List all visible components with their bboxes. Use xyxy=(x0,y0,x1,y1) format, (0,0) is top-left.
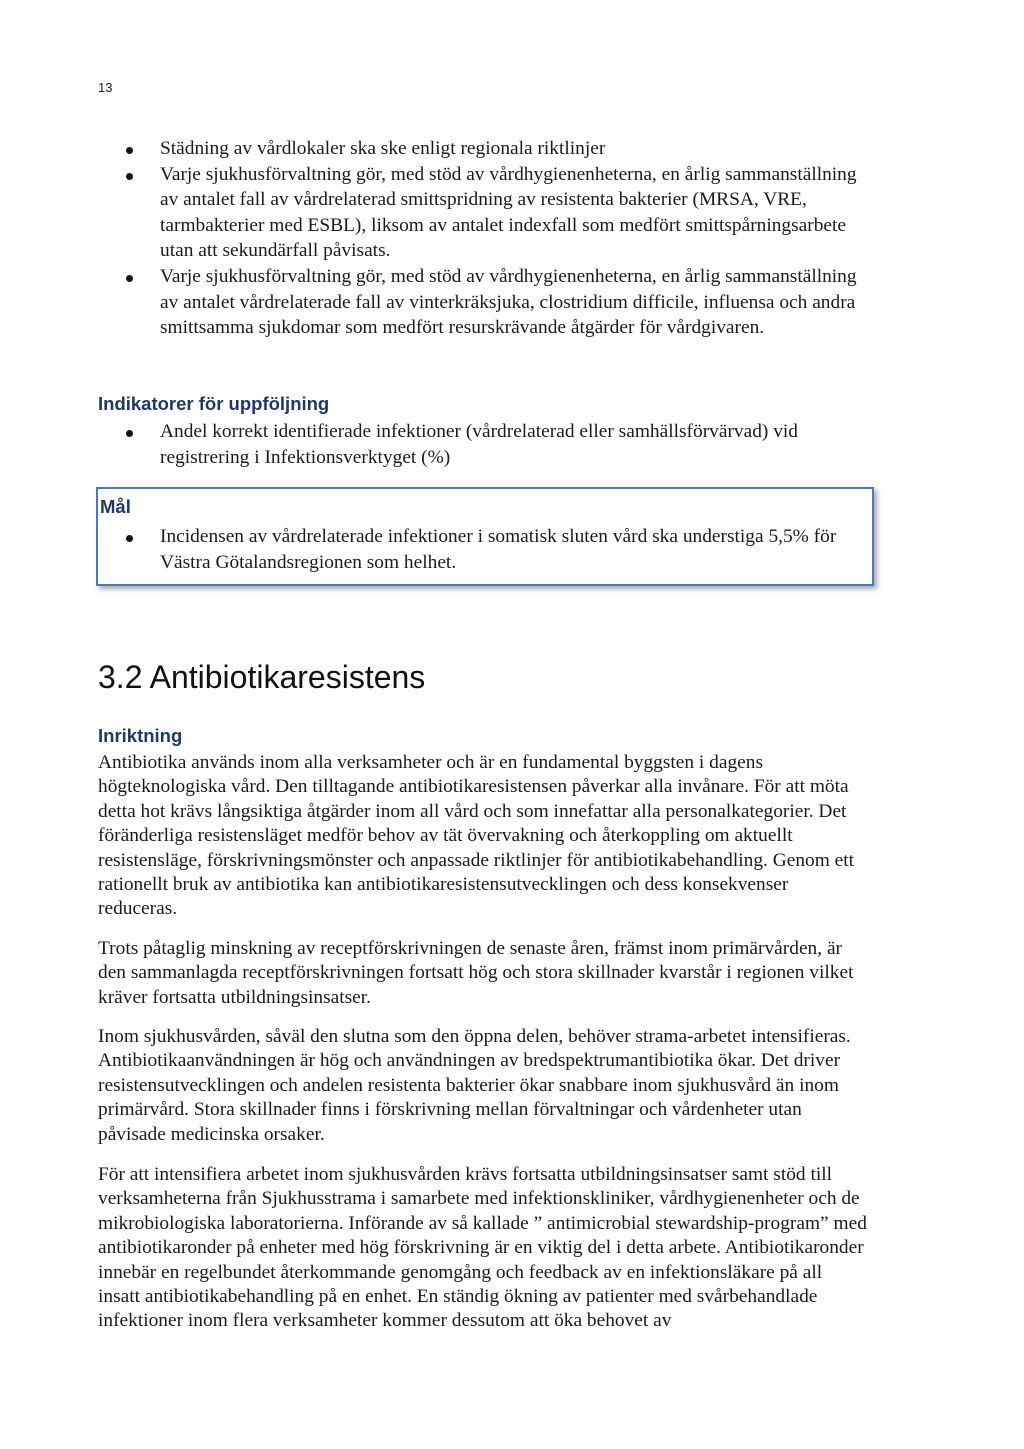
list-item xyxy=(98,419,868,470)
paragraph: Trots påtaglig minskning av receptförskrivningen de senaste åren, främst inom primärvården, är den sammanlagda receptförskrivningen fortsatt hög och stora skillnader kvarstår i regionen vilket kräver fortsatta utbildningsinsatser. xyxy=(98,938,854,1008)
paragraph: Inom sjukhusvården, såväl den slutna som den öppna delen, behöver strama-arbetet intensifieras. Antibiotikaanvändningen är hög och användningen av bredspektrumantibiotika ökar. Det driver resistensutvecklingen och andelen resistenta bakterier ökar snabbare inom sjukhusvård än inom primärvård. Stora skillnader finns i förskrivning mellan förvaltningar och vårdenheter utan påvisade medicinska orsaker. xyxy=(98,1026,851,1145)
intro-bullet-list xyxy=(98,136,868,341)
bullet-icon xyxy=(126,535,133,542)
goal-heading: Mål xyxy=(100,496,131,517)
list-item xyxy=(98,264,868,341)
bullet-icon xyxy=(126,430,133,437)
indicators-bullet-list xyxy=(98,419,868,470)
paragraph: Antibiotika används inom alla verksamheter och är en fundamental byggsten i dagens högteknologiska vård. Den tilltagande antibiotikaresistensen påverkar alla invånare. För att möta detta hot krävs långsiktiga åtgärder inom all vård och som innefattar alla personalkategorier. Det föränderliga resistensläget medför behov av tät övervakning och återkoppling om aktuellt resistensläge, förskrivningsmönster och anpassade riktlinjer för antibiotikabehandling. Genom ett rationellt bruk av antibiotika kan antibiotikaresistensutvecklingen och dess konsekvenser reduceras. xyxy=(98,752,855,920)
section-title: 3.2 Antibiotikaresistens xyxy=(98,659,426,695)
bullet-text: Städning av vårdlokaler ska ske enligt regionala riktlinjer xyxy=(160,138,606,159)
page-number: 13 xyxy=(98,80,113,95)
bullet-icon xyxy=(126,275,133,282)
bullet-text: Varje sjukhusförvaltning gör, med stöd av vårdhygienenheterna, en årlig sammanställning av antalet vårdrelaterade fall av vinterkräksjuka, clostridium difficile, influensa och andra smittsamma sjukdomar som medfört resurskrävande åtgärder för vårdgivaren. xyxy=(160,265,857,339)
paragraph: För att intensifiera arbetet inom sjukhusvården krävs fortsatta utbildningsinsatser samt stöd till verksamheterna från Sjukhusstrama i samarbete med infektionskliniker, vårdhygienenheter och de mikrobiologiska laboratorierna. Införande av så kallade ” antimicrobial stewardship-program” med antibiotikaronder på enheter med hög förskrivning är en viktig del i detta arbete. Antibiotikaronder innebär en regelbundet återkommande genomgång och feedback av en infektionsläkare på all insatt antibiotikabehandling på en enhet. En ständig ökning av patienter med svårbehandlade infektioner inom flera verksamheter kommer dessutom att öka behovet av xyxy=(98,1164,867,1332)
list-item xyxy=(98,162,868,264)
list-item xyxy=(98,136,868,162)
indicators-heading: Indikatorer för uppföljning xyxy=(98,393,330,414)
bullet-icon xyxy=(126,173,133,180)
goal-box xyxy=(96,487,874,586)
list-item xyxy=(98,524,868,575)
section-subheading: Inriktning xyxy=(98,725,183,746)
bullet-icon xyxy=(126,147,133,154)
bullet-text: Varje sjukhusförvaltning gör, med stöd av vårdhygienenheterna, en årlig sammanställning av antalet fall av vårdrelaterad smittspridning av resistenta bakterier (MRSA, VRE, tarmbakterier med ESBL), liksom av antalet indexfall som medfört smittspårningsarbete utan att sekundärfall påvisats. xyxy=(160,163,857,262)
goal-bullet-list xyxy=(98,524,868,575)
bullet-text: Incidensen av vårdrelaterade infektioner i somatisk sluten vård ska understiga 5,5% för Västra Götalandsregionen som helhet. xyxy=(160,526,837,573)
bullet-text: Andel korrekt identifierade infektioner (vårdrelaterad eller samhällsförvärvad) vid registrering i Infektionsverktyget (%) xyxy=(160,421,798,468)
